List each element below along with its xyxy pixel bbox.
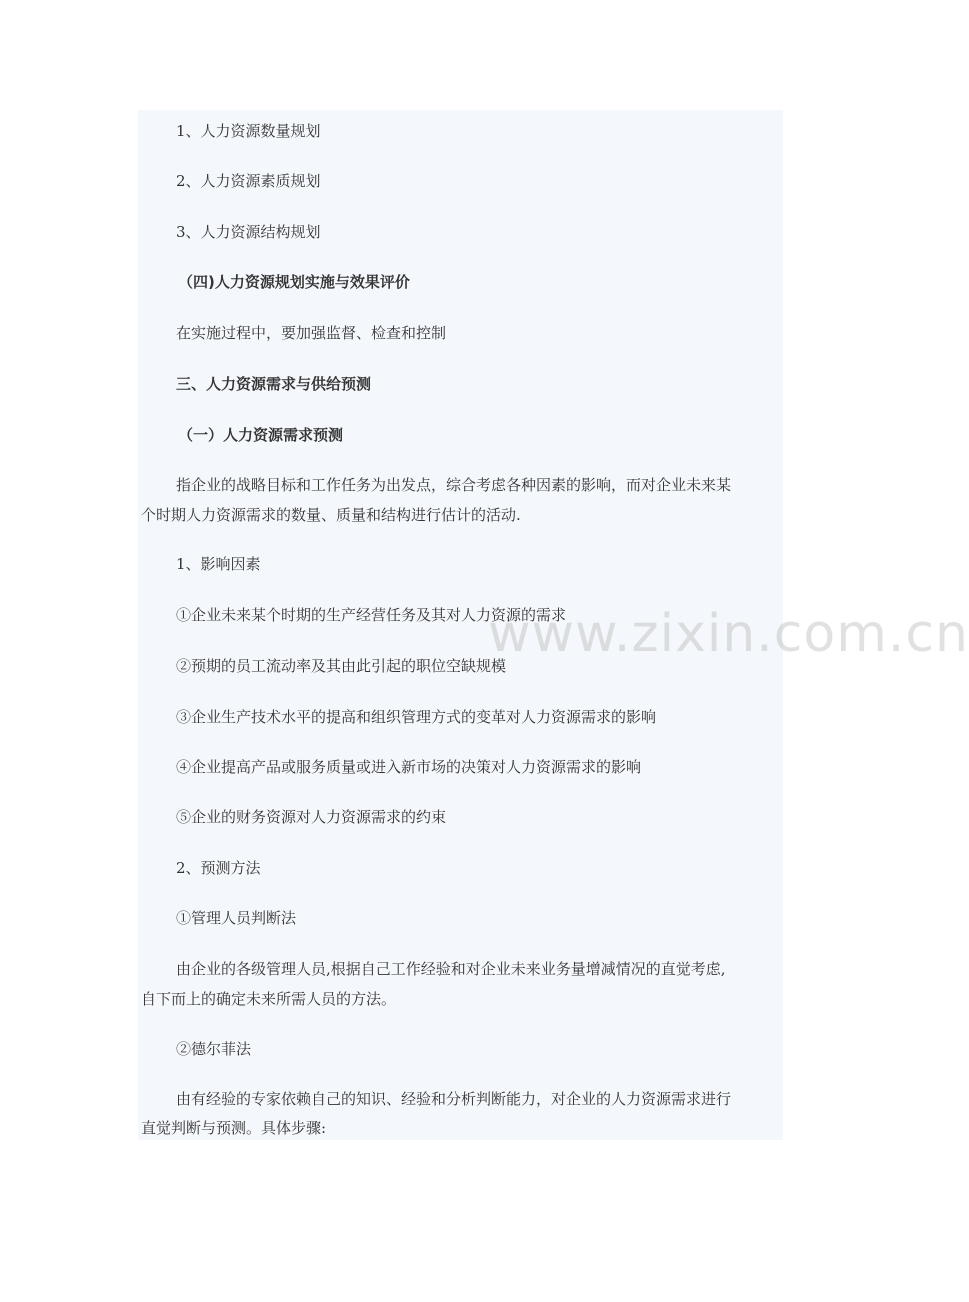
chapter-heading-forecast: 三、人力资源需求与供给预测 [176,375,372,393]
paragraph-method-2-line-1: 由有经验的专家依赖自己的知识、经验和分析判断能力，对企业的人力资源需求进行 [176,1090,732,1108]
list-item-factor-4: ④企业提高产品或服务质量或进入新市场的决策对人力资源需求的影响 [176,758,642,776]
list-item-factor-5: ⑤企业的财务资源对人力资源需求的约束 [176,808,447,826]
section-heading-demand-forecast: （一）人力资源需求预测 [178,426,344,444]
subheading-influencing-factors: 1、影响因素 [176,555,261,573]
paragraph-definition-line-1: 指企业的战略目标和工作任务为出发点，综合考虑各种因素的影响，而对企业未来某 [176,476,732,494]
list-item-method-2: ②德尔菲法 [176,1040,252,1058]
paragraph-method-1-line-1: 由企业的各级管理人员,根据自己工作经验和对企业未来业务量增减情况的直觉考虑, [176,960,726,978]
paragraph-method-2-line-2: 直觉判断与预测。具体步骤: [141,1119,327,1137]
paragraph-implementation: 在实施过程中，要加强监督、检查和控制 [176,324,447,342]
paragraph-definition-line-2: 个时期人力资源需求的数量、质量和结构进行估计的活动. [141,506,521,524]
watermark: www.zixin.com.cn [488,604,969,664]
subheading-forecast-methods: 2、预测方法 [176,859,261,877]
list-item-factor-3: ③企业生产技术水平的提高和组织管理方式的变革对人力资源需求的影响 [176,708,657,726]
list-item-structure-planning: 3、人力资源结构规划 [176,223,321,241]
paragraph-method-1-line-2: 自下而上的确定未来所需人员的方法。 [141,990,397,1008]
section-heading-implementation: （四)人力资源规划实施与效果评价 [178,273,410,291]
list-item-quantity-planning: 1、人力资源数量规划 [176,122,321,140]
list-item-quality-planning: 2、人力资源素质规划 [176,172,321,190]
list-item-factor-1: ①企业未来某个时期的生产经营任务及其对人力资源的需求 [176,606,567,624]
list-item-method-1: ①管理人员判断法 [176,909,297,927]
list-item-factor-2: ②预期的员工流动率及其由此引起的职位空缺规模 [176,657,507,675]
